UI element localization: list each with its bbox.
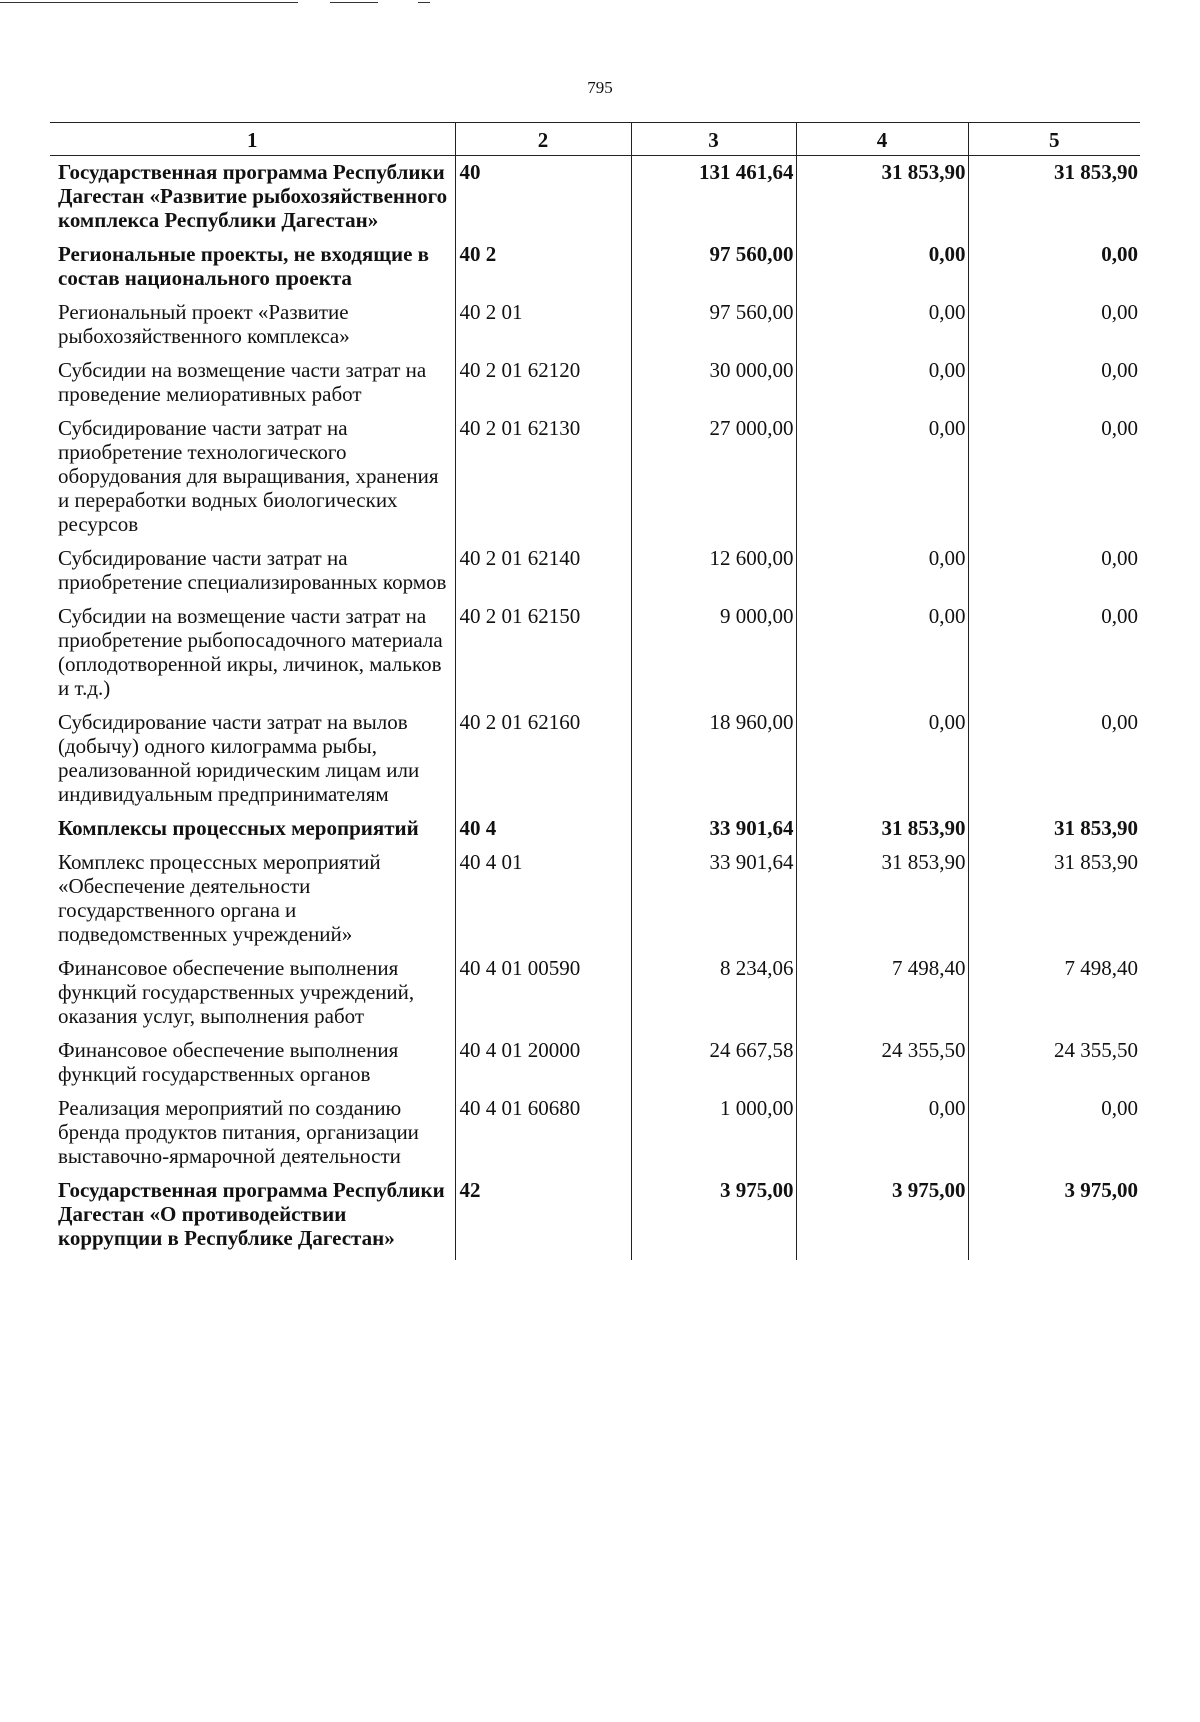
table-row xyxy=(50,300,1140,358)
value-col-3: 8 234,06 xyxy=(631,956,796,1038)
value-col-3: 97 560,00 xyxy=(631,242,796,300)
column-header: 2 xyxy=(455,123,631,156)
row-name: Региональный проект «Развитие рыбохозяйственного комплекса» xyxy=(58,300,350,348)
table-row xyxy=(50,956,1140,1038)
value-col-4: 0,00 xyxy=(796,242,968,300)
row-name: Государственная программа Республики Дагестан «О противодействии коррупции в Республике Дагестан» xyxy=(58,1178,445,1250)
value-col-3: 9 000,00 xyxy=(631,604,796,710)
row-code: 40 4 01 20000 xyxy=(455,1038,631,1096)
value-col-3: 1 000,00 xyxy=(631,1096,796,1178)
row-name: Реализация мероприятий по созданию бренда продуктов питания, организации выставочно-ярмарочной деятельности xyxy=(58,1096,419,1168)
value-col-5: 0,00 xyxy=(968,358,1140,416)
row-name: Субсидирование части затрат на вылов (добычу) одного килограмма рыбы, реализованной юридическим лицам или индивидуальным предпринимателям xyxy=(58,710,420,806)
value-col-5: 24 355,50 xyxy=(968,1038,1140,1096)
value-col-5: 0,00 xyxy=(968,1096,1140,1178)
row-code: 40 2 01 62150 xyxy=(455,604,631,710)
row-name: Финансовое обеспечение выполнения функций государственных органов xyxy=(58,1038,399,1086)
page-number: 795 xyxy=(587,78,613,97)
value-col-5: 0,00 xyxy=(968,416,1140,546)
row-name: Субсидии на возмещение части затрат на приобретение рыбопосадочного материала (оплодотворенной икры, личинок, мальков и т.д.) xyxy=(58,604,443,700)
row-code: 40 2 xyxy=(455,242,631,300)
row-code: 40 4 01 60680 xyxy=(455,1096,631,1178)
table-row xyxy=(50,242,1140,300)
row-code: 40 4 xyxy=(455,816,631,850)
value-col-4: 0,00 xyxy=(796,1096,968,1178)
value-col-3: 97 560,00 xyxy=(631,300,796,358)
value-col-5: 31 853,90 xyxy=(968,156,1140,243)
table-row xyxy=(50,816,1140,850)
row-name: Комплекс процессных мероприятий «Обеспечение деятельности государственного органа и подведомственных учреждений» xyxy=(58,850,381,946)
column-header: 3 xyxy=(631,123,796,156)
value-col-3: 24 667,58 xyxy=(631,1038,796,1096)
header-row xyxy=(50,123,1140,156)
column-header: 1 xyxy=(50,123,455,156)
value-col-3: 30 000,00 xyxy=(631,358,796,416)
value-col-3: 33 901,64 xyxy=(631,850,796,956)
table-row xyxy=(50,604,1140,710)
row-name: Государственная программа Республики Дагестан «Развитие рыбохозяйственного комплекса Республики Дагестан» xyxy=(58,160,448,232)
table-row xyxy=(50,1178,1140,1260)
value-col-5: 31 853,90 xyxy=(968,850,1140,956)
value-col-4: 3 975,00 xyxy=(796,1178,968,1260)
value-col-4: 0,00 xyxy=(796,300,968,358)
table-row xyxy=(50,850,1140,956)
table-row xyxy=(50,1096,1140,1178)
row-code: 40 2 01 62160 xyxy=(455,710,631,816)
value-col-4: 0,00 xyxy=(796,416,968,546)
value-col-4: 31 853,90 xyxy=(796,156,968,243)
row-code: 40 2 01 62120 xyxy=(455,358,631,416)
top-rule-middle xyxy=(330,2,378,3)
value-col-5: 0,00 xyxy=(968,710,1140,816)
value-col-3: 3 975,00 xyxy=(631,1178,796,1260)
row-name: Комплексы процессных мероприятий xyxy=(58,816,419,840)
value-col-4: 0,00 xyxy=(796,358,968,416)
column-header: 4 xyxy=(796,123,968,156)
value-col-4: 0,00 xyxy=(796,710,968,816)
value-col-5: 3 975,00 xyxy=(968,1178,1140,1260)
value-col-4: 24 355,50 xyxy=(796,1038,968,1096)
value-col-5: 31 853,90 xyxy=(968,816,1140,850)
value-col-4: 0,00 xyxy=(796,604,968,710)
table-row xyxy=(50,1038,1140,1096)
value-col-5: 0,00 xyxy=(968,604,1140,710)
value-col-3: 18 960,00 xyxy=(631,710,796,816)
value-col-5: 0,00 xyxy=(968,242,1140,300)
row-code: 40 2 01 62140 xyxy=(455,546,631,604)
value-col-3: 12 600,00 xyxy=(631,546,796,604)
row-code: 40 2 01 62130 xyxy=(455,416,631,546)
row-code: 40 xyxy=(455,156,631,243)
row-name: Финансовое обеспечение выполнения функций государственных учреждений, оказания услуг, выполнения работ xyxy=(58,956,415,1028)
row-name: Региональные проекты, не входящие в состав национального проекта xyxy=(58,242,429,290)
top-rule-left xyxy=(0,2,298,3)
table-row xyxy=(50,546,1140,604)
table-row xyxy=(50,156,1140,243)
value-col-5: 0,00 xyxy=(968,300,1140,358)
row-name: Субсидирование части затрат на приобретение специализированных кормов xyxy=(58,546,447,594)
row-name: Субсидирование части затрат на приобретение технологического оборудования для выращивания, хранения и переработки водных биологических ресурсов xyxy=(58,416,439,536)
value-col-5: 7 498,40 xyxy=(968,956,1140,1038)
value-col-3: 131 461,64 xyxy=(631,156,796,243)
value-col-4: 0,00 xyxy=(796,546,968,604)
row-name: Субсидии на возмещение части затрат на проведение мелиоративных работ xyxy=(58,358,427,406)
table-row xyxy=(50,710,1140,816)
row-code: 40 4 01 00590 xyxy=(455,956,631,1038)
budget-table xyxy=(50,122,1140,1260)
table-row xyxy=(50,416,1140,546)
top-rule-right xyxy=(418,2,430,3)
row-code: 40 4 01 xyxy=(455,850,631,956)
value-col-4: 7 498,40 xyxy=(796,956,968,1038)
value-col-5: 0,00 xyxy=(968,546,1140,604)
table-row xyxy=(50,358,1140,416)
column-header: 5 xyxy=(968,123,1140,156)
row-code: 42 xyxy=(455,1178,631,1260)
row-code: 40 2 01 xyxy=(455,300,631,358)
value-col-4: 31 853,90 xyxy=(796,850,968,956)
value-col-4: 31 853,90 xyxy=(796,816,968,850)
value-col-3: 33 901,64 xyxy=(631,816,796,850)
value-col-3: 27 000,00 xyxy=(631,416,796,546)
